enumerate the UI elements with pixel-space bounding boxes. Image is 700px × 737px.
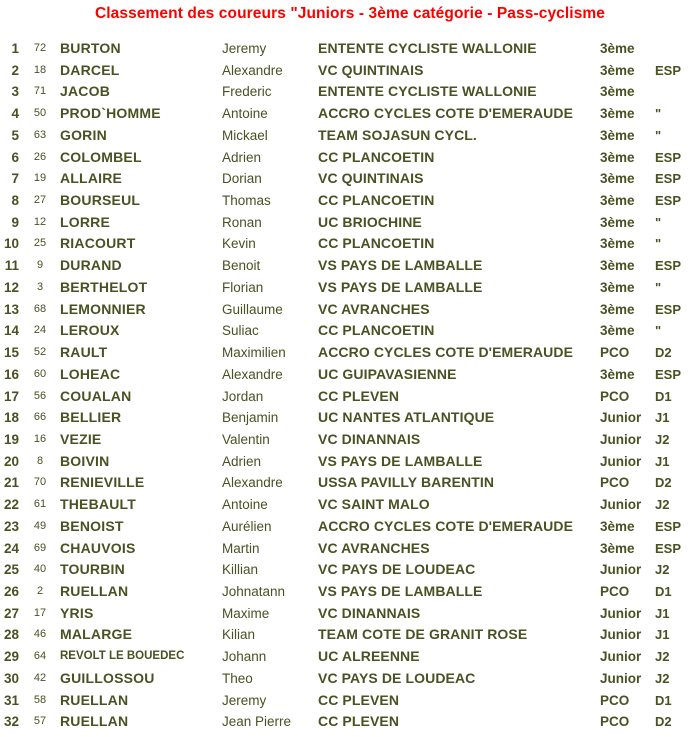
table-row [0,277,700,299]
rank-cell: 29 [3,649,19,665]
firstname-cell: Valentin [222,431,270,447]
firstname-cell: Benjamin [222,410,279,426]
club-cell: UC ALREENNE [318,648,420,665]
table-row [0,255,700,277]
category-cell: PCO [600,388,630,404]
category-cell: PCO [600,583,630,599]
table-row [0,429,700,451]
table-row [0,212,700,234]
lastname-cell: LEROUX [60,322,120,339]
table-row [0,190,700,212]
category-cell: Junior [600,670,642,686]
club-cell: VC DINANNAIS [318,430,421,447]
lastname-cell: GUILLOSSOU [60,669,155,686]
subcategory-cell: J2 [655,562,670,578]
rank-cell: 3 [11,84,19,100]
lastname-cell: TOURBIN [60,561,125,578]
club-cell: ACCRO CYCLES COTE D'EMERAUDE [318,344,574,361]
club-cell: CC PLEVEN [318,691,400,708]
subcategory-cell: ESP [655,171,682,187]
category-cell: 3ème [600,193,635,209]
lastname-cell: LORRE [60,213,110,230]
firstname-cell: Theo [222,670,253,686]
firstname-cell: Jeremy [222,692,267,708]
category-cell: 3ème [600,540,635,556]
subcategory-cell: " [655,214,662,230]
lastname-cell: RIACOURT [60,235,136,252]
firstname-cell: Dorian [222,171,262,187]
club-cell: ENTENTE CYCLISTE WALLONIE [318,83,537,100]
club-cell: UC GUIPAVASIENNE [318,365,457,382]
category-cell: 3ème [600,41,635,56]
lastname-cell: DURAND [60,257,122,274]
firstname-cell: Jeremy [222,41,267,56]
table-row [0,299,700,321]
subcategory-cell: ESP [655,540,682,556]
rank-cell: 23 [3,518,19,534]
category-cell: PCO [600,714,630,730]
subcategory-cell: ESP [655,149,682,165]
table-row [0,38,700,60]
subcategory-cell: D1 [655,692,672,708]
subcategory-cell: " [655,127,662,143]
table-row [0,386,700,408]
club-cell: TEAM SOJASUN CYCL. [318,126,477,143]
rank-cell: 30 [3,670,19,686]
rank-cell: 17 [3,388,19,404]
table-row [0,125,700,147]
subcategory-cell: D1 [655,388,672,404]
category-cell: 3ème [600,171,635,187]
club-cell: ENTENTE CYCLISTE WALLONIE [318,40,537,56]
bib-number-cell: 42 [33,671,47,684]
firstname-cell: Alexandre [222,366,283,382]
table-row [0,690,700,712]
lastname-cell: CHAUVOIS [60,539,136,556]
club-cell: CC PLANCOETIN [318,235,435,252]
category-cell: Junior [600,410,642,426]
lastname-cell: REVOLT LE BOUEDEC [60,650,185,663]
table-row [0,320,700,342]
bib-number-cell: 56 [33,389,47,402]
table-row [0,494,700,516]
subcategory-cell: D1 [655,583,672,599]
subcategory-cell: D2 [655,714,672,730]
category-cell: PCO [600,475,630,491]
table-row [0,559,700,581]
subcategory-cell: ESP [655,518,682,534]
subcategory-cell: J1 [655,410,670,426]
firstname-cell: Alexandre [222,62,283,78]
firstname-cell: Maximilien [222,345,286,361]
lastname-cell: RAULT [60,344,108,361]
firstname-cell: Florian [222,279,264,295]
firstname-cell: Jean Pierre [222,714,292,730]
lastname-cell: RUELLAN [60,582,129,599]
rank-cell: 28 [3,627,19,643]
lastname-cell: RUELLAN [60,713,129,730]
bib-number-cell: 18 [33,63,47,76]
bib-number-cell: 2 [36,584,44,597]
firstname-cell: Suliac [222,323,259,339]
bib-number-cell: 3 [36,280,44,293]
rank-cell: 13 [3,301,19,317]
subcategory-cell: J1 [655,453,670,469]
subcategory-cell: ESP [655,193,682,209]
lastname-cell: BOIVIN [60,452,110,469]
club-cell: VC DINANNAIS [318,604,421,621]
rank-cell: 32 [3,714,19,730]
table-row [0,624,700,646]
table-row [0,168,700,190]
rank-cell: 4 [11,106,19,122]
rank-cell: 12 [3,279,19,295]
subcategory-cell: ESP [655,366,682,382]
firstname-cell: Maxime [222,605,270,621]
bib-number-cell: 50 [33,107,47,120]
bib-number-cell: 24 [33,324,47,337]
lastname-cell: PROD`HOMME [60,105,161,122]
bib-number-cell: 40 [33,563,47,576]
table-row [0,407,700,429]
club-cell: VS PAYS DE LAMBALLE [318,452,483,469]
lastname-cell: DARCEL [60,61,120,78]
firstname-cell: Aurélien [222,518,272,534]
category-cell: 3ème [600,258,635,274]
bib-number-cell: 72 [33,42,47,54]
firstname-cell: Thomas [222,193,271,209]
club-cell: ACCRO CYCLES COTE D'EMERAUDE [318,517,574,534]
bib-number-cell: 71 [33,85,47,98]
bib-number-cell: 58 [33,693,47,706]
bib-number-cell: 25 [33,237,47,250]
table-row [0,342,700,364]
category-cell: 3ème [600,301,635,317]
category-cell: 3ème [600,62,635,78]
category-cell: Junior [600,453,642,469]
table-row [0,364,700,386]
club-cell: VS PAYS DE LAMBALLE [318,257,483,274]
category-cell: 3ème [600,366,635,382]
lastname-cell: BURTON [60,40,121,56]
firstname-cell: Johnatann [222,583,286,599]
bib-number-cell: 9 [36,259,44,272]
category-cell: PCO [600,692,630,708]
firstname-cell: Johann [222,649,267,665]
club-cell: VS PAYS DE LAMBALLE [318,582,483,599]
lastname-cell: JACOB [60,83,111,100]
table-row [0,516,700,538]
category-cell: Junior [600,627,642,643]
subcategory-cell: ESP [655,62,682,78]
bib-number-cell: 63 [33,128,47,141]
results-table [0,38,700,733]
rank-cell: 18 [3,410,19,426]
category-cell: Junior [600,497,642,513]
bib-number-cell: 8 [36,454,44,467]
subcategory-cell: J1 [655,627,670,643]
bib-number-cell: 16 [33,432,47,445]
rank-cell: 20 [3,453,19,469]
category-cell: Junior [600,431,642,447]
rank-cell: 11 [4,258,19,274]
club-cell: CC PLEVEN [318,387,400,404]
category-cell: PCO [600,345,630,361]
category-cell: 3ème [600,279,635,295]
lastname-cell: YRIS [60,604,94,621]
lastname-cell: MALARGE [60,626,133,643]
lastname-cell: LOHEAC [60,365,121,382]
category-cell: 3ème [600,323,635,339]
category-cell: 3ème [600,214,635,230]
category-cell: Junior [600,649,642,665]
table-row [0,451,700,473]
lastname-cell: THEBAULT [60,496,136,513]
rank-cell: 24 [3,540,19,556]
bib-number-cell: 46 [33,628,47,641]
table-row [0,581,700,603]
table-row [0,81,700,103]
bib-number-cell: 69 [33,541,47,554]
category-cell: 3ème [600,236,635,252]
bib-number-cell: 27 [33,194,47,207]
firstname-cell: Alexandre [222,475,283,491]
lastname-cell: COUALAN [60,387,132,404]
lastname-cell: COLOMBEL [60,148,142,165]
firstname-cell: Frederic [222,84,272,100]
lastname-cell: BELLIER [60,409,122,426]
club-cell: ACCRO CYCLES COTE D'EMERAUDE [318,105,574,122]
rank-cell: 10 [3,236,19,252]
rank-cell: 5 [11,127,19,143]
bib-number-cell: 61 [33,498,47,511]
bib-number-cell: 19 [33,172,47,185]
club-cell: VS PAYS DE LAMBALLE [318,278,483,295]
rank-cell: 7 [11,171,19,187]
subcategory-cell: D2 [655,475,672,491]
firstname-cell: Kevin [222,236,256,252]
club-cell: USSA PAVILLY BARENTIN [318,474,495,491]
rank-cell: 2 [11,62,19,78]
rank-cell: 22 [3,497,19,513]
club-cell: CC PLANCOETIN [318,322,435,339]
subcategory-cell: D2 [655,345,672,361]
bib-number-cell: 68 [33,302,47,315]
table-row [0,103,700,125]
club-cell: CC PLANCOETIN [318,148,435,165]
firstname-cell: Adrien [222,149,262,165]
rank-cell: 19 [3,431,19,447]
firstname-cell: Martin [222,540,260,556]
rank-cell: 27 [3,605,19,621]
club-cell: VC QUINTINAIS [318,61,424,78]
category-cell: Junior [600,605,642,621]
table-row [0,646,700,668]
lastname-cell: VEZIE [60,430,102,447]
club-cell: VC PAYS DE LOUDEAC [318,669,476,686]
firstname-cell: Guillaume [222,301,283,317]
club-cell: VC PAYS DE LOUDEAC [318,561,476,578]
category-cell: Junior [600,562,642,578]
rank-cell: 6 [11,149,19,165]
category-cell: 3ème [600,127,635,143]
club-cell: VC AVRANCHES [318,539,430,556]
rank-cell: 8 [11,193,19,209]
table-row [0,147,700,169]
subcategory-cell: J2 [655,431,670,447]
bib-number-cell: 70 [33,476,47,489]
rank-cell: 31 [3,692,19,708]
rank-cell: 21 [3,475,19,491]
rank-cell: 26 [3,583,19,599]
bib-number-cell: 66 [33,411,47,424]
table-row [0,472,700,494]
firstname-cell: Ronan [222,214,262,230]
bib-number-cell: 49 [33,519,47,532]
lastname-cell: BENOIST [60,517,124,534]
firstname-cell: Adrien [222,453,262,469]
firstname-cell: Kilian [222,627,256,643]
rank-cell: 15 [3,345,19,361]
subcategory-cell: " [655,106,662,122]
subcategory-cell: J2 [655,649,670,665]
firstname-cell: Killian [222,562,259,578]
club-cell: UC NANTES ATLANTIQUE [318,409,495,426]
club-cell: VC SAINT MALO [318,496,430,513]
rank-cell: 14 [3,323,19,339]
category-cell: 3ème [600,518,635,534]
club-cell: VC QUINTINAIS [318,170,424,187]
bib-number-cell: 60 [33,367,47,380]
rank-cell: 16 [3,366,19,382]
bib-number-cell: 52 [33,346,47,359]
club-cell: UC BRIOCHINE [318,213,422,230]
firstname-cell: Benoit [222,258,261,274]
firstname-cell: Antoine [222,497,268,513]
lastname-cell: RENIEVILLE [60,474,145,491]
table-row [0,603,700,625]
table-row [0,668,700,690]
subcategory-cell: J2 [655,670,670,686]
bib-number-cell: 57 [33,715,47,728]
table-row [0,233,700,255]
table-row [0,538,700,560]
rank-cell: 1 [11,41,19,56]
subcategory-cell: " [655,236,662,252]
subcategory-cell: ESP [655,301,682,317]
firstname-cell: Mickael [222,127,268,143]
lastname-cell: ALLAIRE [60,170,123,187]
bib-number-cell: 64 [33,650,47,663]
bib-number-cell: 17 [33,606,47,619]
club-cell: CC PLEVEN [318,713,400,730]
club-cell: CC PLANCOETIN [318,192,435,209]
subcategory-cell: " [655,323,662,339]
subcategory-cell: ESP [655,258,682,274]
club-cell: VC AVRANCHES [318,300,430,317]
lastname-cell: BOURSEUL [60,192,141,209]
category-cell: 3ème [600,106,635,122]
lastname-cell: GORIN [60,126,107,143]
category-cell: 3ème [600,149,635,165]
table-row [0,711,700,733]
lastname-cell: BERTHELOT [60,278,148,295]
subcategory-cell: J1 [655,605,670,621]
lastname-cell: RUELLAN [60,691,129,708]
category-cell: 3ème [600,84,635,100]
lastname-cell: LEMONNIER [60,300,146,317]
rank-cell: 25 [3,562,19,578]
table-row [0,60,700,82]
firstname-cell: Jordan [222,388,264,404]
rank-cell: 9 [11,214,19,230]
firstname-cell: Antoine [222,106,268,122]
bib-number-cell: 12 [33,215,47,228]
club-cell: TEAM COTE DE GRANIT ROSE [318,626,528,643]
subcategory-cell: J2 [655,497,670,513]
bib-number-cell: 26 [33,150,47,163]
page-title: Classement des coureurs "Juniors - 3ème catégorie - Pass-cyclisme [94,5,606,22]
subcategory-cell: " [655,279,662,295]
